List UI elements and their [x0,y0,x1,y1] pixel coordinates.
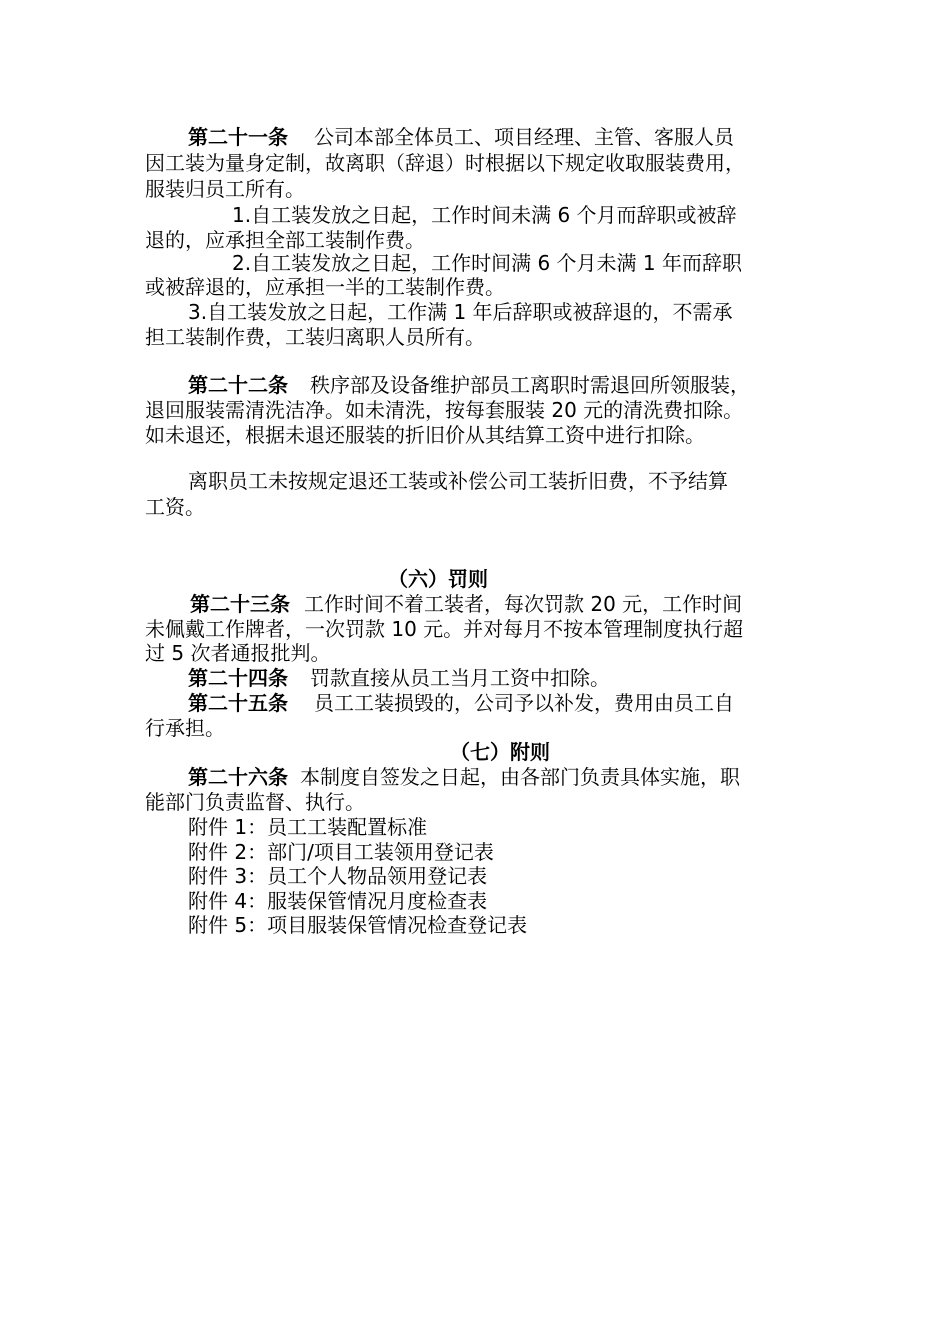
article-21-item-1b: 退的，应承担全部工装制作费。 [145,228,425,252]
article-21-line-1 [188,125,734,149]
article-21-item-1a: 1.自工装发放之日起，工作时间未满 6 个月而辞职或被辞 [232,203,737,227]
section-7-title: （七）附则 [450,740,550,764]
article-23-line-1 [190,592,742,616]
article-22-line-1 [188,373,750,397]
article-22-line-2: 退回服装需清洗洁净。如未清洗，按每套服装 20 元的清洗费扣除。 [145,398,744,422]
attachment-item: 附件 4：服装保管情况月度检查表 [188,889,488,913]
article-25-label: 第二十五条 [188,691,288,715]
article-21-line-3: 服装归员工所有。 [145,177,305,201]
article-23-line-2: 未佩戴工作牌者，一次罚款 10 元。并对每月不按本管理制度执行超 [145,617,744,641]
article-21-text-1: 公司本部全体员工、项目经理、主管、客服人员 [314,125,734,149]
article-26-line-2: 能部门负责监督、执行。 [145,790,365,814]
article-23-label: 第二十三条 [190,592,290,616]
article-24-text-1: 罚款直接从员工当月工资中扣除。 [310,666,610,690]
article-25-line-1 [188,691,734,715]
section-6-title: （六）罚则 [388,567,488,591]
attachment-item: 附件 2：部门/项目工装领用登记表 [188,840,494,864]
article-21-item-3a: 3.自工装发放之日起，工作满 1 年后辞职或被辞退的，不需承 [188,300,733,324]
attachment-item: 附件 1：员工工装配置标准 [188,815,428,839]
article-21-item-2b: 或被辞退的，应承担一半的工装制作费。 [145,275,505,299]
article-26-line-1 [188,765,740,789]
article-26-label: 第二十六条 [188,765,288,789]
article-25-text-1: 员工工装损毁的，公司予以补发，费用由员工自 [314,691,734,715]
attachment-item: 附件 3：员工个人物品领用登记表 [188,864,488,888]
article-23-line-3: 过 5 次者通报批判。 [145,641,331,665]
article-22-text-1: 秩序部及设备维护部员工离职时需退回所领服装， [310,373,750,397]
article-21-item-2a: 2.自工装发放之日起，工作时间满 6 个月未满 1 年而辞职 [232,251,742,275]
article-23-text-1: 工作时间不着工装者，每次罚款 20 元，工作时间 [304,592,743,616]
article-24-label: 第二十四条 [188,666,288,690]
note-line-1: 离职员工未按规定退还工装或补偿公司工装折旧费，不予结算 [188,469,728,493]
article-22-label: 第二十二条 [188,373,288,397]
article-26-text-1: 本制度自签发之日起，由各部门负责具体实施，职 [300,765,740,789]
article-21-line-2: 因工装为量身定制，故离职（辞退）时根据以下规定收取服装费用， [145,151,745,175]
article-22-line-3: 如未退还，根据未退还服装的折旧价从其结算工资中进行扣除。 [145,423,705,447]
article-21-item-3b: 担工装制作费，工装归离职人员所有。 [145,325,485,349]
article-24-line-1 [188,666,610,690]
note-line-2: 工资。 [145,495,205,519]
article-25-line-2: 行承担。 [145,716,225,740]
article-21-label: 第二十一条 [188,125,288,149]
attachment-item: 附件 5：项目服装保管情况检查登记表 [188,913,528,937]
